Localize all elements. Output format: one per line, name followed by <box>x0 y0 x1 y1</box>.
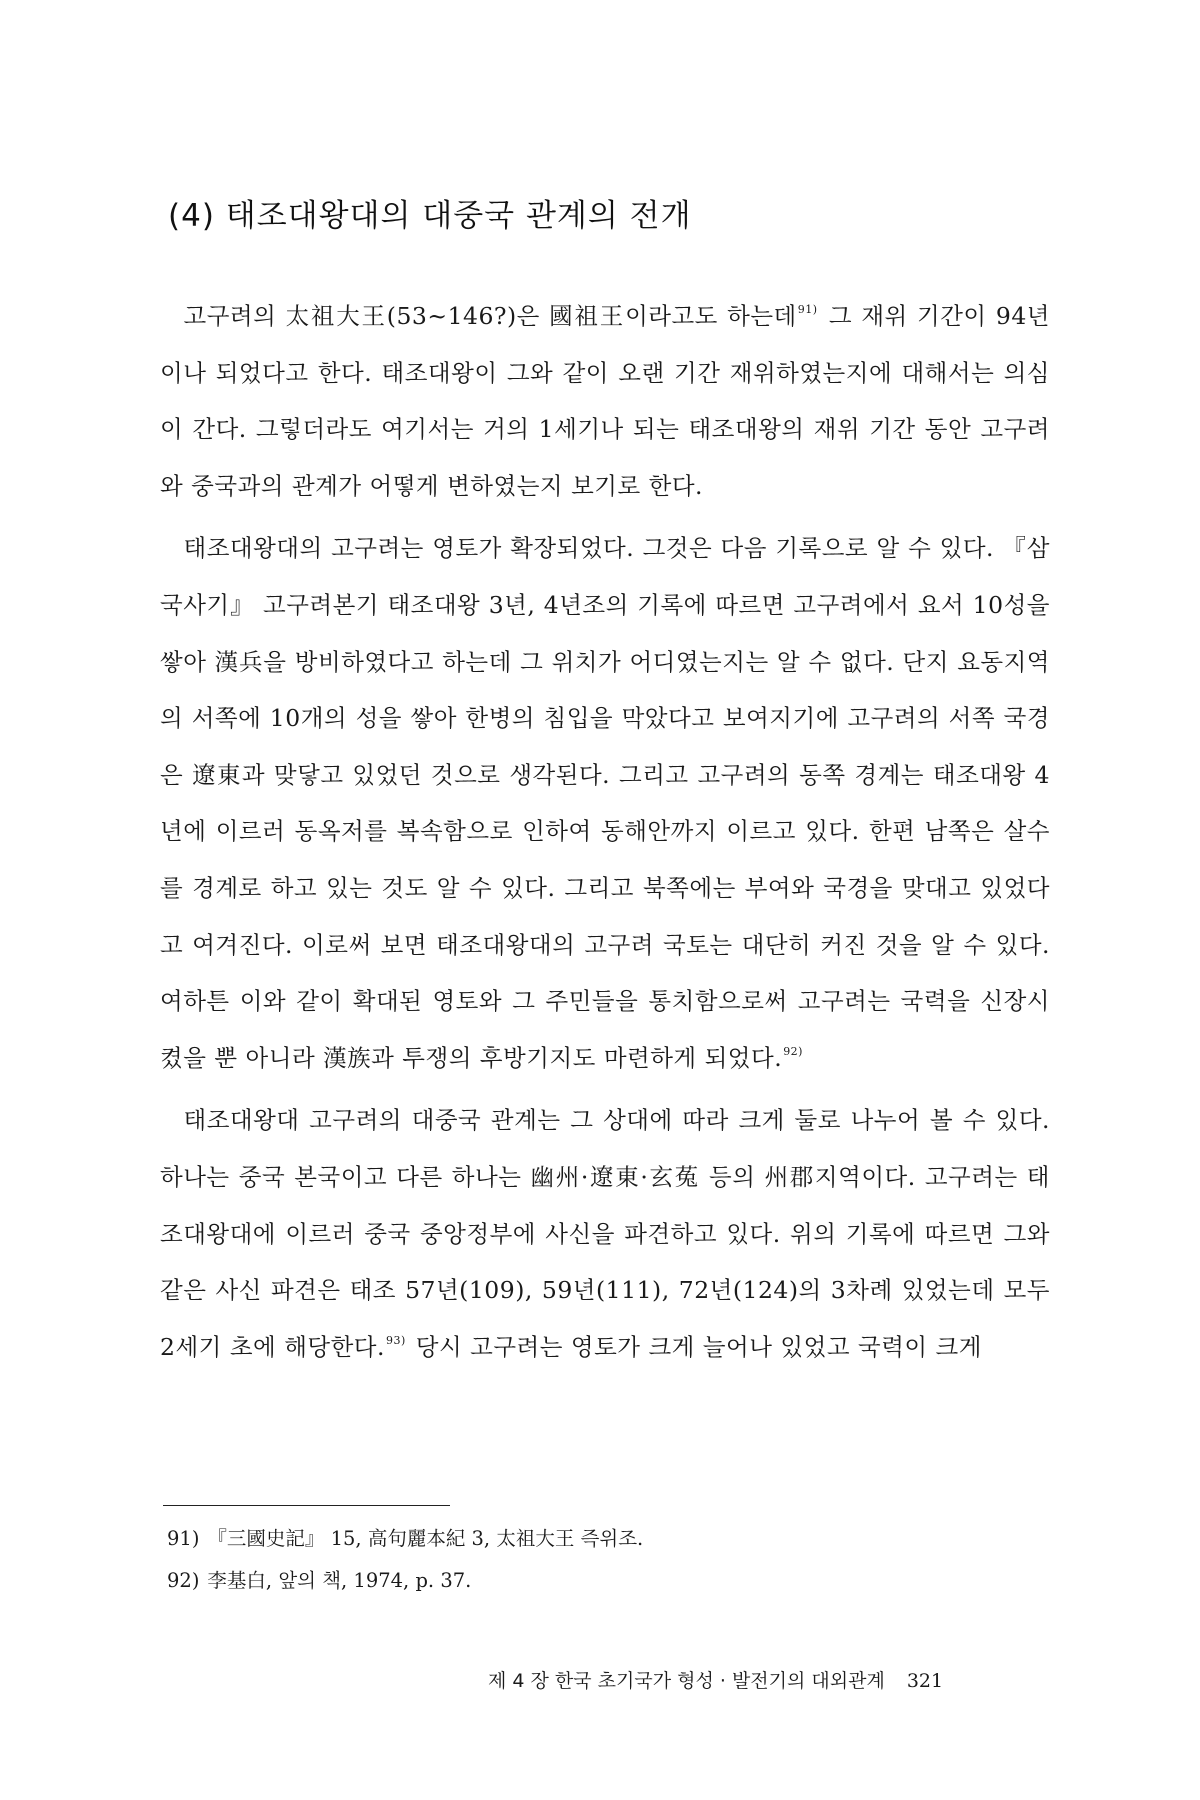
footnote-reference[interactable]: 92) <box>783 1044 803 1058</box>
paragraph-text: 그 재위 기간이 94년이나 되었다고 한다. 태조대왕이 그와 같이 오랜 기간 재위하였는지에 대해서는 의심이 간다. 그렇더라도 여기서는 거의 1세기나 되는 태조대왕의 재위 기간 동안 고구려와 중국과의 관계가 어떻게 변하였는지 보기로 한다. <box>160 302 1050 500</box>
footnote <box>167 1560 643 1602</box>
paragraph-text: 고구려의 太祖大王(53~146?)은 國祖王이라고도 하는데 <box>183 302 797 330</box>
paragraph-text: 태조대왕대의 고구려는 영토가 확장되었다. 그것은 다음 기록으로 알 수 있다. 『삼국사기』 고구려본기 태조대왕 3년, 4년조의 기록에 따르면 고구려에서 요서 10성을 쌓아 漢兵을 방비하였다고 하는데 그 위치가 어디였는지는 알 수 없다. 단지 요동지역의 서쪽에 10개의 성을 쌓아 한병의 침입을 막았다고 보여지기에 고구려의 서쪽 국경은 遼東과 맞닿고 있었던 것으로 생각된다. 그리고 고구려의 동쪽 경계는 태조대왕 4년에 이르러 동옥저를 복속함으로 인하여 동해안까지 이르고 있다. 한편 남쪽은 살수를 경계로 하고 있는 것도 알 수 있다. 그리고 북쪽에는 부여와 국경을 맞대고 있었다고 여겨진다. 이로써 보면 태조대왕대의 고구려 국토는 대단히 커진 것을 알 수 있다. 여하튼 이와 같이 확대된 영토와 그 주민들을 통치함으로써 고구려는 국력을 신장시켰을 뿐 아니라 漢族과 투쟁의 후방기지도 마련하게 되었다. <box>160 534 1050 1072</box>
running-footer <box>488 1666 943 1693</box>
footnotes <box>167 1518 643 1602</box>
footnote-number: 91) <box>167 1527 200 1550</box>
footnote-reference[interactable]: 93) <box>385 1333 406 1347</box>
footnote-number: 92) <box>167 1569 200 1592</box>
paragraph-text: 태조대왕대 고구려의 대중국 관계는 그 상대에 따라 크게 둘로 나누어 볼 수 있다. 하나는 중국 본국이고 다른 하나는 幽州·遼東·玄菟 등의 州郡지역이다. 고구려는 태조대왕대에 이르러 중국 중앙정부에 사신을 파견하고 있다. 위의 기록에 따르면 그와 같은 사신 파견은 태조 57년(109), 59년(111), 72년(124)의 3차례 있었는데 모두 2세기 초에 해당한다. <box>160 1106 1050 1361</box>
section-heading: (4) 태조대왕대의 대중국 관계의 전개 <box>168 198 692 234</box>
footnote-text: 『三國史記』 15, 高句麗本紀 3, 太祖大王 즉위조. <box>207 1527 644 1550</box>
footnote-divider <box>163 1505 450 1506</box>
page-number: 321 <box>906 1670 944 1692</box>
paragraph-text: 당시 고구려는 영토가 크게 늘어나 있었고 국력이 크게 <box>407 1332 982 1361</box>
body-text <box>160 288 1050 1375</box>
paragraph <box>160 520 1050 1086</box>
paragraph <box>160 288 1050 514</box>
paragraph <box>160 1092 1050 1375</box>
footnote-text: 李基白, 앞의 책, 1974, p. 37. <box>207 1569 472 1592</box>
chapter-title: 제 4 장 한국 초기국가 형성 · 발전기의 대외관계 <box>488 1670 885 1692</box>
footnote <box>167 1518 643 1560</box>
footnote-reference[interactable]: 91) <box>797 303 818 316</box>
